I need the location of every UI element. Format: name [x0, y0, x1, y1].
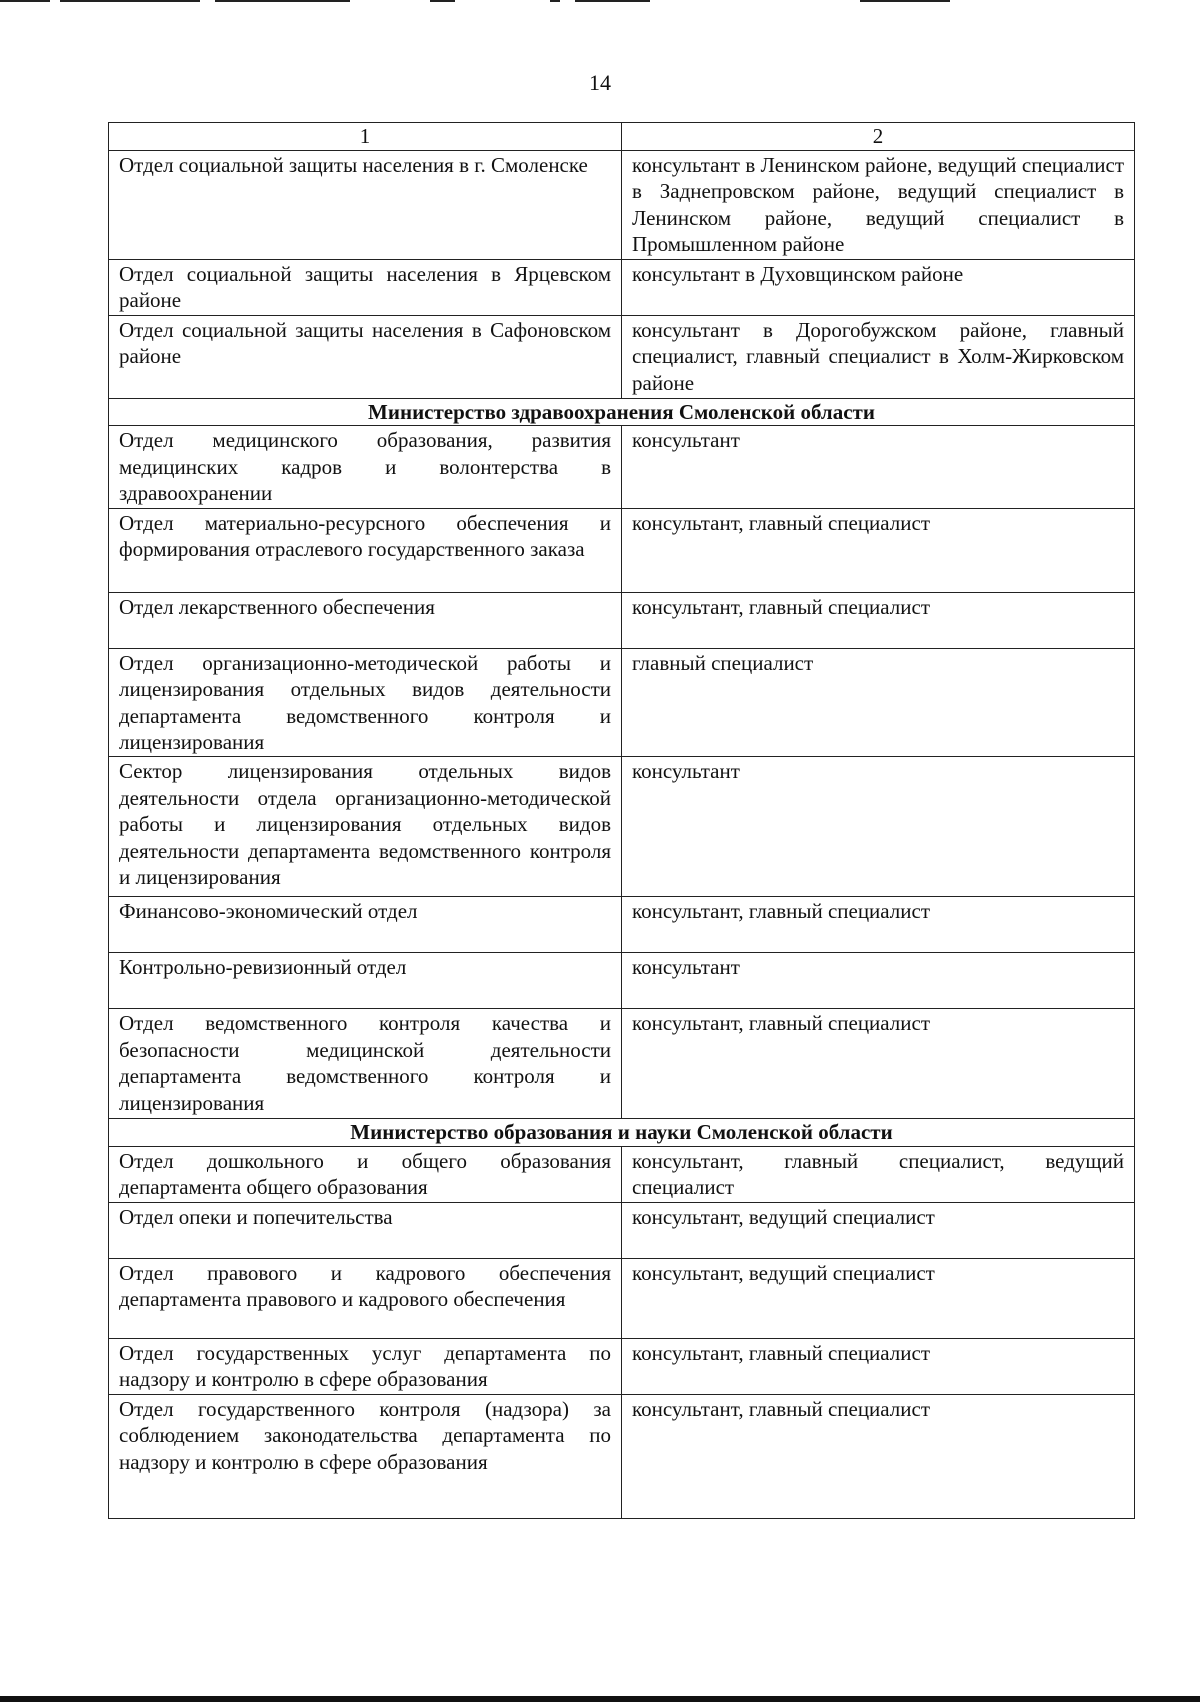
page-number: 14 [589, 70, 611, 95]
department-cell: Сектор лицензирования отдельных видов деятельности отдела организационно-методической работы и лицензирования отдельных видов деятельности департамента ведомственного контроля и лицензирования [109, 757, 622, 897]
department-cell: Отдел социальной защиты населения в Ярцевском районе [109, 259, 622, 315]
positions-cell: консультант [622, 757, 1135, 897]
positions-cell: консультант в Дорогобужском районе, главный специалист, главный специалист в Холм-Жирковском районе [622, 315, 1135, 398]
table-row [109, 648, 1135, 757]
department-cell: Отдел государственных услуг департамента по надзору и контролю в сфере образования [109, 1338, 622, 1394]
positions-cell: консультант [622, 426, 1135, 508]
department-cell: Отдел ведомственного контроля качества и безопасности медицинской деятельности департамента ведомственного контроля и лицензирования [109, 1009, 622, 1119]
column-number-row [109, 123, 1135, 151]
department-cell: Отдел материально-ресурсного обеспечения и формирования отраслевого государственного заказа [109, 508, 622, 592]
section-header [109, 398, 1135, 425]
positions-cell: главный специалист [622, 648, 1135, 757]
department-cell: Отдел организационно-методической работы и лицензирования отдельных видов деятельности департамента ведомственного контроля и лицензирования [109, 648, 622, 757]
positions-cell: консультант в Ленинском районе, ведущий специалист в Заднепровском районе, ведущий специалист в Ленинском районе, ведущий специалист в Промышленном районе [622, 151, 1135, 260]
table-row [109, 953, 1135, 1009]
table-row [109, 151, 1135, 260]
department-cell: Отдел дошкольного и общего образования департамента общего образования [109, 1146, 622, 1202]
table-row [109, 426, 1135, 508]
positions-cell: консультант, главный специалист [622, 1394, 1135, 1518]
department-cell: Отдел лекарственного обеспечения [109, 592, 622, 648]
positions-cell: консультант, ведущий специалист [622, 1202, 1135, 1258]
positions-cell: консультант, главный специалист [622, 1009, 1135, 1119]
section-title: Министерство образования и науки Смоленской области [109, 1119, 1135, 1146]
column-number-2: 2 [622, 123, 1135, 151]
section-header [109, 1119, 1135, 1146]
department-cell: Отдел медицинского образования, развития медицинских кадров и волонтерства в здравоохранении [109, 426, 622, 508]
department-cell: Контрольно-ревизионный отдел [109, 953, 622, 1009]
positions-cell: консультант, главный специалист [622, 508, 1135, 592]
scan-bottom-edge [0, 1696, 1200, 1702]
column-number-1: 1 [109, 123, 622, 151]
positions-cell: консультант, главный специалист [622, 1338, 1135, 1394]
table-row [109, 508, 1135, 592]
positions-cell: консультант, ведущий специалист [622, 1258, 1135, 1338]
positions-cell: консультант, главный специалист, ведущий специалист [622, 1146, 1135, 1202]
positions-cell: консультант, главный специалист [622, 592, 1135, 648]
scan-top-edge [0, 0, 1200, 6]
table-row [109, 897, 1135, 953]
department-cell: Финансово-экономический отдел [109, 897, 622, 953]
department-cell: Отдел государственного контроля (надзора) за соблюдением законодательства департамента по надзору и контролю в сфере образования [109, 1394, 622, 1518]
table-row [109, 1146, 1135, 1202]
table-row [109, 757, 1135, 897]
table-row [109, 259, 1135, 315]
table-row [109, 1009, 1135, 1119]
positions-cell: консультант в Духовщинском районе [622, 259, 1135, 315]
department-cell: Отдел социальной защиты населения в г. Смоленске [109, 151, 622, 260]
table-row [109, 315, 1135, 398]
section-title: Министерство здравоохранения Смоленской области [109, 398, 1135, 425]
positions-table [108, 122, 1135, 1519]
department-cell: Отдел правового и кадрового обеспечения департамента правового и кадрового обеспечения [109, 1258, 622, 1338]
department-cell: Отдел опеки и попечительства [109, 1202, 622, 1258]
table-row [109, 592, 1135, 648]
table-row [109, 1338, 1135, 1394]
positions-cell: консультант, главный специалист [622, 897, 1135, 953]
table-row [109, 1202, 1135, 1258]
table-row [109, 1258, 1135, 1338]
department-cell: Отдел социальной защиты населения в Сафоновском районе [109, 315, 622, 398]
table-row [109, 1394, 1135, 1518]
positions-cell: консультант [622, 953, 1135, 1009]
